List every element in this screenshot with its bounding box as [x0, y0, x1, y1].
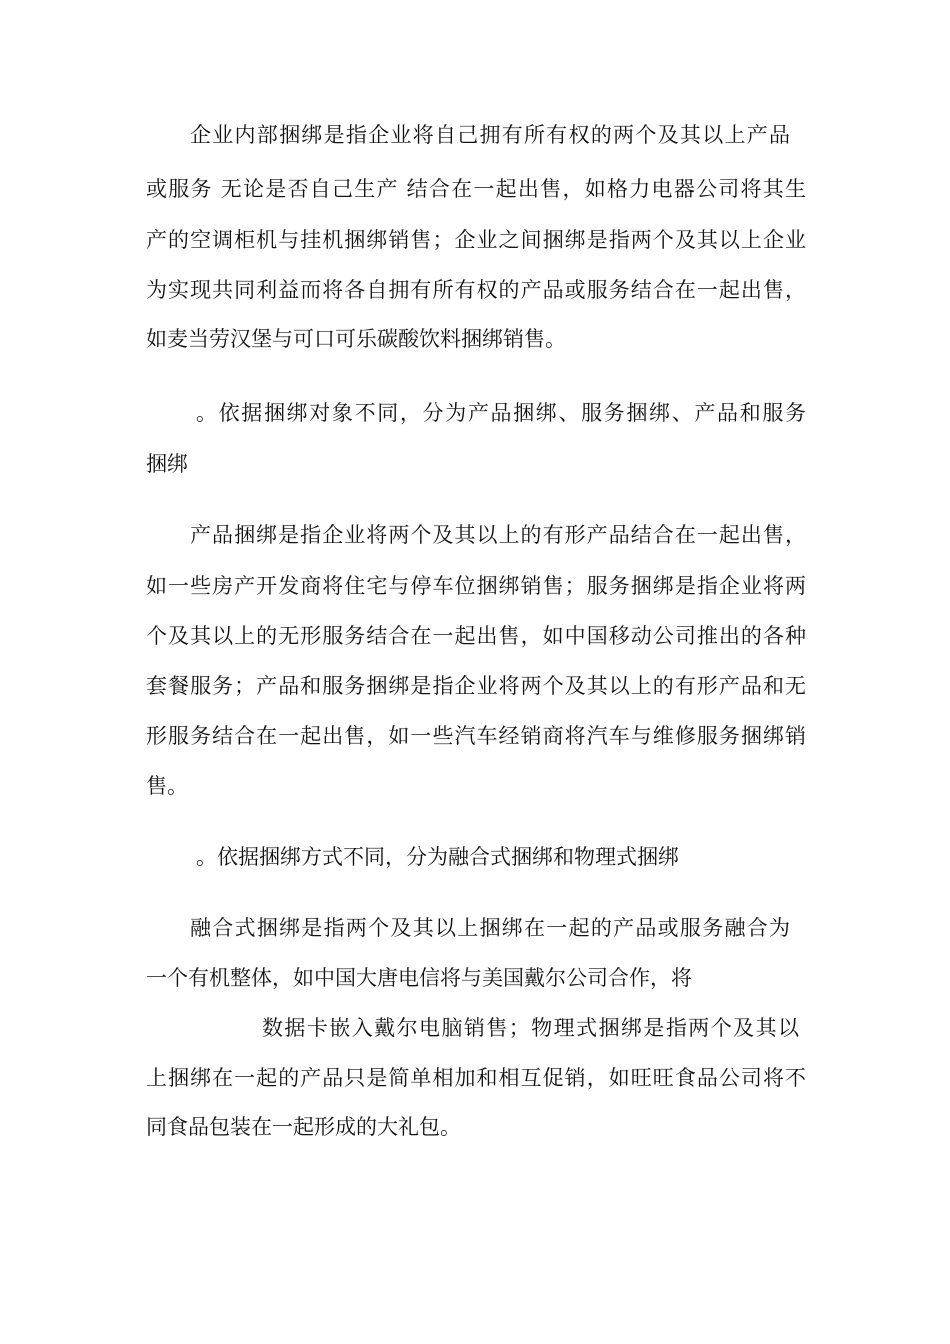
text-line: 产品捆绑是指企业将两个及其以上的有形产品结合在一起出售， — [190, 523, 806, 547]
text-line: 。依据捆绑方式不同，分为融合式捆绑和物理式捆绑 — [196, 845, 679, 869]
text-line: 如麦当劳汉堡与可口可乐碳酸饮料捆绑销售。 — [146, 327, 566, 351]
text-line: 一个有机整体，如中国大唐电信将与美国戴尔公司合作，将 — [146, 966, 692, 990]
text-line: 如一些房产开发商将住宅与停车位捆绑销售；服务捆绑是指企业将两 — [146, 574, 806, 598]
text-line: 售。 — [146, 774, 188, 798]
text-line: 同食品包装在一起形成的大礼包。 — [146, 1115, 461, 1139]
text-line: 上捆绑在一起的产品只是简单相加和相互促销，如旺旺食品公司将不 — [146, 1066, 806, 1090]
text-line: 形服务结合在一起出售，如一些汽车经销商将汽车与维修服务捆绑销 — [146, 724, 806, 748]
text-line: 为实现共同利益而将各自拥有所有权的产品或服务结合在一起出售， — [146, 278, 806, 302]
text-line: 数据卡嵌入戴尔电脑销售；物理式捆绑是指两个及其以 — [262, 1016, 799, 1040]
text-line: 个及其以上的无形服务结合在一起出售，如中国移动公司推出的各种 — [146, 624, 806, 648]
text-line: 产的空调柜机与挂机捆绑销售；企业之间捆绑是指两个及其以上企业 — [146, 228, 806, 252]
text-line: 企业内部捆绑是指企业将自己拥有所有权的两个及其以上产品 — [190, 123, 790, 147]
text-line: 捆绑 — [146, 452, 188, 476]
text-line: 。依据捆绑对象不同，分为产品捆绑、服务捆绑、产品和服务 — [196, 401, 806, 425]
text-line: 套餐服务；产品和服务捆绑是指企业将两个及其以上的有形产品和无 — [146, 674, 806, 698]
text-line: 融合式捆绑是指两个及其以上捆绑在一起的产品或服务融合为 — [190, 916, 790, 940]
text-line: 或服务 无论是否自己生产 结合在一起出售，如格力电器公司将其生 — [146, 177, 806, 201]
